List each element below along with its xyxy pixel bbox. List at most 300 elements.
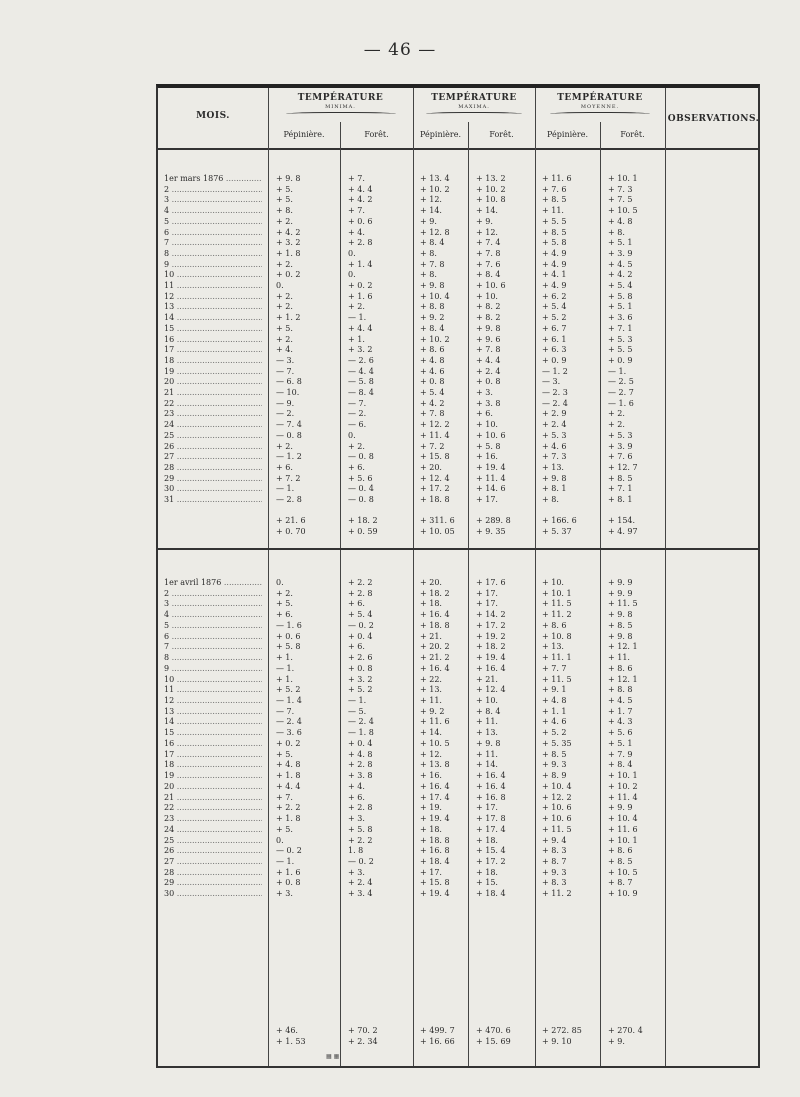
table-row (158, 195, 758, 205)
value-cell: 1. 8 (348, 846, 364, 856)
value-cell: + 6. (348, 642, 365, 652)
value-cell: + 2. 4 (542, 420, 567, 430)
col-minima-pepiniere: Pépinière. (283, 130, 325, 139)
value-cell: + 4. 2 (608, 270, 633, 280)
value-cell: + 8. 6 (420, 345, 445, 355)
value-cell: + 7. 6 (542, 184, 567, 194)
value-cell: + 10. 6 (542, 803, 572, 813)
date-cell: 29 ..... (164, 474, 262, 484)
value-cell: + 3. 2 (348, 674, 373, 684)
value-cell: + 9. 8 (420, 281, 445, 290)
table-row (158, 599, 758, 609)
table-row (158, 675, 758, 685)
value-cell: + 7. 1 (608, 484, 633, 494)
value-cell: + 2. (276, 441, 293, 451)
value-cell: + 5. 2 (542, 728, 567, 738)
date-cell: 10 ..... (164, 270, 262, 280)
value-cell: — 0. 2 (348, 856, 374, 866)
value-cell: + 18. 2 (476, 642, 506, 652)
value-cell: + 10. (476, 420, 498, 430)
value-cell: + 9. (476, 216, 493, 226)
value-cell: + 7. 5 (608, 195, 633, 205)
table-row (158, 442, 758, 452)
value-cell: + 11. 2 (542, 610, 572, 620)
value-cell: + 22. (420, 674, 442, 684)
table-row (158, 814, 758, 824)
value-cell: + 2. (276, 588, 293, 598)
table-row (158, 782, 758, 792)
value-cell: + 15. 4 (476, 846, 506, 856)
value-cell: + 10. 2 (420, 184, 450, 194)
section-rule (158, 548, 758, 550)
value-cell: — 2. 4 (542, 398, 568, 408)
header-observations: OBSERVATIONS. (667, 114, 760, 124)
value-cell: — 0. 2 (276, 846, 302, 856)
value-cell: + 16. 4 (476, 771, 506, 781)
printer-mark-icon: ▦ ▦ (326, 1053, 340, 1060)
value-cell: + 6. (348, 599, 365, 609)
value-cell: + 8. 5 (608, 620, 633, 630)
col-moyenne-foret: Forêt. (620, 130, 645, 139)
value-cell: + 15. 8 (420, 452, 450, 462)
value-cell: + 4. (348, 781, 365, 791)
value-cell: + 5. 4 (348, 610, 373, 620)
value-cell: + 8. 3 (542, 846, 567, 856)
total-cell: + 21. 6 (276, 516, 306, 525)
date-cell: 19 ..... (164, 771, 262, 781)
value-cell: + 7. 2 (420, 441, 445, 451)
value-cell: — 5. 8 (348, 377, 374, 387)
value-cell: + 13. (420, 685, 442, 695)
value-cell: — 1. (276, 484, 295, 494)
value-cell: + 9. 3 (542, 867, 567, 877)
value-cell: + 11. 5 (608, 599, 638, 609)
value-cell: + 17. (476, 495, 498, 504)
value-cell: + 19. 2 (476, 631, 506, 641)
value-cell: + 9. 8 (542, 473, 567, 483)
value-cell: + 6. (348, 792, 365, 802)
value-cell: + 0. 4 (348, 738, 373, 748)
value-cell: + 4. 8 (608, 216, 633, 226)
value-cell: + 8. 9 (542, 771, 567, 781)
table-row (158, 217, 758, 227)
value-cell: + 1. 6 (276, 867, 301, 877)
value-cell: + 4. 4 (476, 355, 501, 365)
value-cell: + 5. 8 (542, 238, 567, 248)
value-cell: + 8. 4 (420, 238, 445, 248)
value-cell: + 2. 4 (476, 366, 501, 376)
value-cell: 0. (348, 270, 356, 280)
header-moyenne-sub: MOYENNE. (580, 104, 620, 110)
date-cell: 25 ..... (164, 836, 262, 846)
table-row (158, 760, 758, 770)
value-cell: + 6. 1 (542, 334, 567, 344)
value-cell: + 8. 4 (476, 270, 501, 280)
value-cell: + 18. 4 (476, 889, 506, 899)
value-cell: + 7. 1 (608, 323, 633, 333)
value-cell: + 17. 6 (476, 578, 506, 587)
col-maxima-foret: Forêt. (489, 130, 514, 139)
value-cell: + 14. 6 (476, 484, 506, 494)
value-cell: + 12. 1 (608, 674, 638, 684)
table-row (158, 825, 758, 835)
value-cell: + 5. 3 (608, 430, 633, 440)
value-cell: + 18. 8 (420, 835, 450, 845)
value-cell: + 12. (420, 195, 442, 205)
table-row (158, 653, 758, 663)
value-cell: + 7. (276, 792, 293, 802)
value-cell: + 2. (276, 259, 293, 269)
table-row (158, 206, 758, 216)
value-cell: + 10. 2 (608, 781, 638, 791)
date-cell: 17 ..... (164, 750, 262, 760)
value-cell: + 3. 9 (608, 441, 633, 451)
value-cell: + 2. 2 (276, 803, 301, 813)
value-cell: + 9. 3 (542, 760, 567, 770)
mean-cell: + 4. 97 (608, 527, 638, 536)
table-row (158, 388, 758, 398)
value-cell: + 8. 5 (542, 749, 567, 759)
value-cell: + 12. 1 (608, 642, 638, 652)
value-cell: + 5. 8 (348, 824, 373, 834)
date-cell: 11 ..... (164, 281, 262, 291)
value-cell: + 14. 2 (476, 610, 506, 620)
table-row (158, 793, 758, 803)
value-cell: + 4. 4 (276, 781, 301, 791)
value-cell: + 19. 4 (476, 462, 506, 472)
value-cell: — 2. 6 (348, 355, 374, 365)
value-cell: + 19. 4 (476, 653, 506, 663)
value-cell: + 3. (276, 889, 293, 899)
value-cell: + 9. 9 (608, 803, 633, 813)
table-row (158, 846, 758, 856)
value-cell: — 6. (348, 420, 367, 430)
value-cell: + 8. 1 (542, 484, 567, 494)
value-cell: — 1. 8 (348, 728, 374, 738)
date-cell: 5 ..... (164, 217, 262, 227)
value-cell: + 11. 5 (542, 824, 572, 834)
value-cell: + 8. (420, 270, 437, 280)
value-cell: + 3. 2 (276, 238, 301, 248)
value-cell: 0. (348, 430, 356, 440)
value-cell: + 17. (476, 599, 498, 609)
value-cell: + 4. 9 (542, 259, 567, 269)
value-cell: + 5. 4 (542, 302, 567, 312)
value-cell: + 1. 8 (276, 248, 301, 258)
table-row (158, 409, 758, 419)
table-row (158, 857, 758, 867)
value-cell: + 5. 1 (608, 738, 633, 748)
value-cell: + 2. 9 (542, 409, 567, 419)
value-cell: + 6. 2 (542, 291, 567, 301)
table-row (158, 281, 758, 291)
value-cell: + 5. 8 (608, 291, 633, 301)
total-cell: + 46. (276, 1026, 298, 1035)
value-cell: + 11. (542, 206, 564, 216)
value-cell: + 0. 8 (276, 878, 301, 888)
table-row (158, 238, 758, 248)
value-cell: + 10. 4 (608, 814, 638, 824)
table-row (158, 707, 758, 717)
date-cell: 15 ..... (164, 728, 262, 738)
value-cell: + 18. (476, 867, 498, 877)
value-cell: + 7. 8 (476, 345, 501, 355)
value-cell: + 14. (476, 760, 498, 770)
table-row (158, 495, 758, 505)
value-cell: — 0. 8 (276, 430, 302, 440)
value-cell: + 13. 4 (420, 174, 450, 183)
date-cell: 27 ..... (164, 857, 262, 867)
header-maxima-title: TEMPÉRATURE (431, 93, 517, 103)
table-row (158, 578, 758, 588)
date-cell: 21 ..... (164, 793, 262, 803)
value-cell: — 7. (276, 366, 295, 376)
value-cell: + 18. 8 (420, 620, 450, 630)
value-cell: + 2. (608, 420, 625, 430)
value-cell: + 8. 4 (608, 760, 633, 770)
header-minima-brace (286, 112, 396, 117)
value-cell: + 11. 4 (420, 430, 450, 440)
value-cell: + 5. 35 (542, 738, 572, 748)
value-cell: + 2. (276, 302, 293, 312)
value-cell: + 2. 2 (348, 835, 373, 845)
value-cell: + 0. 2 (276, 738, 301, 748)
value-cell: + 3. 9 (608, 248, 633, 258)
value-cell: + 19. 4 (420, 814, 450, 824)
value-cell: + 10. 1 (542, 588, 572, 598)
date-cell: 28 ..... (164, 868, 262, 878)
value-cell: — 1. 6 (608, 398, 634, 408)
value-cell: + 12. (476, 227, 498, 237)
value-cell: + 10. 9 (608, 889, 638, 899)
value-cell: + 16. (420, 771, 442, 781)
col-maxima-pepiniere: Pépinière. (420, 130, 461, 139)
value-cell: + 12. 8 (420, 227, 450, 237)
value-cell: + 0. 8 (420, 377, 445, 387)
header-moyenne-title: TEMPÉRATURE (557, 93, 643, 103)
value-cell: + 11. (476, 749, 498, 759)
value-cell: + 8. 7 (542, 856, 567, 866)
date-cell: 14 ..... (164, 717, 262, 727)
value-cell: — 9. (276, 398, 295, 408)
value-cell: + 11. 4 (608, 792, 638, 802)
value-cell: — 1. 2 (276, 452, 302, 462)
value-cell: + 2. (276, 216, 293, 226)
value-cell: + 8. 1 (608, 495, 633, 504)
mean-cell: + 1. 53 (276, 1037, 306, 1046)
value-cell: + 19. 4 (420, 889, 450, 899)
value-cell: + 8. 8 (608, 685, 633, 695)
value-cell: — 0. 8 (348, 452, 374, 462)
value-cell: + 9. 4 (542, 835, 567, 845)
value-cell: + 7. 8 (420, 409, 445, 419)
value-cell: + 5. 3 (608, 334, 633, 344)
value-cell: + 7. 2 (276, 473, 301, 483)
date-cell: 8 ..... (164, 653, 262, 663)
value-cell: + 9. 8 (476, 323, 501, 333)
date-cell: 15 ..... (164, 324, 262, 334)
value-cell: + 6. (276, 610, 293, 620)
value-cell: + 4. 3 (608, 717, 633, 727)
mean-cell: + 15. 69 (476, 1037, 511, 1046)
value-cell: + 3. (348, 867, 365, 877)
value-cell: + 12. 4 (476, 685, 506, 695)
value-cell: + 9. 6 (476, 334, 501, 344)
value-cell: + 3. 8 (348, 771, 373, 781)
value-cell: + 5. 4 (420, 388, 445, 397)
date-cell: 18 ..... (164, 356, 262, 366)
value-cell: + 4. 8 (542, 696, 567, 706)
value-cell: + 11. 4 (476, 473, 506, 483)
value-cell: + 5. (276, 749, 293, 759)
value-cell: + 6. (476, 409, 493, 419)
value-cell: + 2. (348, 302, 365, 312)
value-cell: — 7. 4 (276, 420, 302, 430)
value-cell: + 8. 2 (476, 313, 501, 323)
table-row (158, 292, 758, 302)
value-cell: + 14. (420, 728, 442, 738)
date-cell: 25 ..... (164, 431, 262, 441)
value-cell: + 9. 2 (420, 706, 445, 716)
value-cell: + 0. 2 (276, 270, 301, 280)
value-cell: + 16. 4 (420, 663, 450, 673)
mean-cell: + 9. (608, 1037, 625, 1046)
value-cell: + 1. 8 (276, 771, 301, 781)
header-maxima-brace (426, 112, 522, 117)
value-cell: + 21. (420, 631, 442, 641)
date-cell: 24 ..... (164, 420, 262, 430)
date-cell: 7 ..... (164, 238, 262, 248)
date-cell: 27 ..... (164, 452, 262, 462)
value-cell: + 8. 4 (476, 706, 501, 716)
value-cell: + 10. (476, 696, 498, 706)
value-cell: + 2. 2 (348, 578, 373, 587)
value-cell: + 2. 8 (348, 588, 373, 598)
value-cell: + 10. 1 (608, 174, 638, 183)
value-cell: — 1. (348, 313, 367, 323)
value-cell: + 10. 8 (476, 195, 506, 205)
date-cell: 26 ..... (164, 442, 262, 452)
value-cell: + 9. 9 (608, 578, 633, 587)
value-cell: + 12. 2 (542, 792, 572, 802)
date-cell: 1er avril 1876 ..... (164, 578, 262, 588)
value-cell: + 12. 7 (608, 462, 638, 472)
value-cell: + 4. 5 (608, 696, 633, 706)
value-cell: — 3. 6 (276, 728, 302, 738)
value-cell: + 16. (476, 452, 498, 462)
value-cell: + 4. (276, 345, 293, 355)
value-cell: + 16. 8 (420, 846, 450, 856)
value-cell: + 12. 2 (420, 420, 450, 430)
value-cell: + 11. 6 (420, 717, 450, 727)
table-row (158, 803, 758, 813)
total-cell: + 70. 2 (348, 1026, 378, 1035)
table-row (158, 664, 758, 674)
value-cell: + 8. 6 (542, 620, 567, 630)
value-cell: + 9. 9 (608, 588, 633, 598)
value-cell: + 5. 6 (608, 728, 633, 738)
value-cell: + 14. (476, 206, 498, 216)
value-cell: + 4. 9 (542, 281, 567, 290)
value-cell: + 17. 8 (476, 814, 506, 824)
total-cell: + 18. 2 (348, 516, 378, 525)
value-cell: + 8. 7 (608, 878, 633, 888)
table-row (158, 367, 758, 377)
table-row (158, 313, 758, 323)
value-cell: — 2. 4 (348, 717, 374, 727)
value-cell: + 1. 7 (608, 706, 633, 716)
value-cell: + 7. 6 (476, 259, 501, 269)
value-cell: 0. (276, 835, 284, 845)
header-minima-sub: MINIMA. (325, 104, 356, 110)
value-cell: + 11. (608, 653, 630, 663)
value-cell: + 10. 5 (608, 206, 638, 216)
value-cell: + 10. 1 (608, 835, 638, 845)
value-cell: + 5. 4 (608, 281, 633, 290)
value-cell: + 17. (476, 588, 498, 598)
value-cell: + 1. 4 (348, 259, 373, 269)
date-cell: 22 ..... (164, 399, 262, 409)
value-cell: + 3. 6 (608, 313, 633, 323)
value-cell: + 13. (476, 728, 498, 738)
date-cell: 18 ..... (164, 760, 262, 770)
total-cell: + 289. 8 (476, 516, 511, 525)
table-row (158, 750, 758, 760)
value-cell: + 5. (276, 323, 293, 333)
value-cell: + 10. 4 (542, 781, 572, 791)
date-cell: 3 ..... (164, 195, 262, 205)
date-cell: 22 ..... (164, 803, 262, 813)
value-cell: + 2. 8 (348, 238, 373, 248)
date-cell: 19 ..... (164, 367, 262, 377)
value-cell: + 5. 2 (276, 685, 301, 695)
col-moyenne-pepiniere: Pépinière. (547, 130, 588, 139)
value-cell: + 3. (348, 814, 365, 824)
value-cell: + 16. 4 (420, 781, 450, 791)
value-cell: + 6. 3 (542, 345, 567, 355)
mean-cell: + 9. 35 (476, 527, 506, 536)
table-row (158, 696, 758, 706)
date-cell: 17 ..... (164, 345, 262, 355)
date-cell: 20 ..... (164, 782, 262, 792)
table-row (158, 228, 758, 238)
totals-row (158, 1026, 758, 1036)
value-cell: + 11. 6 (608, 824, 638, 834)
value-cell: + 5. 8 (276, 642, 301, 652)
value-cell: + 10. 4 (420, 291, 450, 301)
date-cell: 14 ..... (164, 313, 262, 323)
header-maxima-sub: MAXIMA. (458, 104, 490, 110)
mean-cell: + 5. 37 (542, 527, 572, 536)
value-cell: + 10. 6 (476, 281, 506, 290)
value-cell: — 1. (276, 856, 295, 866)
value-cell: + 16. 4 (476, 663, 506, 673)
value-cell: + 9. (420, 216, 437, 226)
value-cell: + 1. (348, 334, 365, 344)
date-cell: 12 ..... (164, 696, 262, 706)
value-cell: + 20. (420, 578, 442, 587)
value-cell: — 2. 8 (276, 495, 302, 504)
value-cell: + 4. 5 (608, 259, 633, 269)
value-cell: — 0. 8 (348, 495, 374, 504)
value-cell: + 6. 7 (542, 323, 567, 333)
date-cell: 6 ..... (164, 632, 262, 642)
date-cell: 13 ..... (164, 302, 262, 312)
value-cell: + 10. 5 (608, 867, 638, 877)
value-cell: + 7. 7 (542, 663, 567, 673)
value-cell: + 2. (608, 409, 625, 419)
value-cell: + 5. (276, 824, 293, 834)
